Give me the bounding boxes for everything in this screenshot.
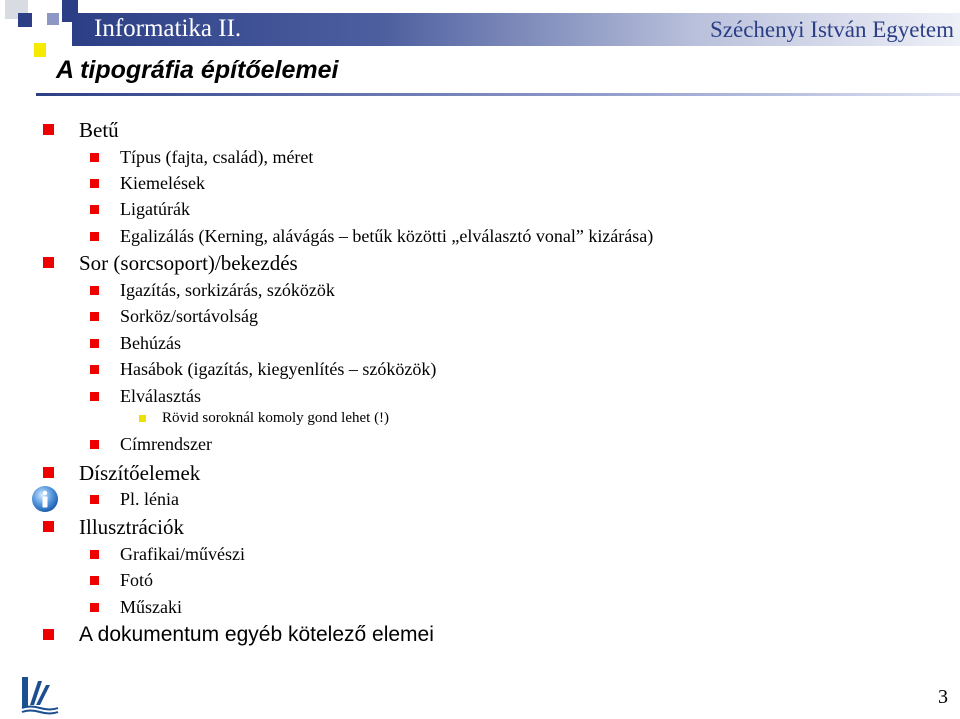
bullet-icon [90,179,99,188]
list-item: A dokumentum egyéb kötelező elemei [79,622,434,648]
bullet-icon [90,576,99,585]
bullet-icon [43,629,54,640]
list-item: Műszaki [120,596,182,618]
bullet-icon [90,392,99,401]
bullet-icon [43,467,54,478]
bullet-icon [90,153,99,162]
bullet-icon [90,365,99,374]
list-item: Ligatúrák [120,198,190,220]
university-logo-icon [20,675,60,715]
bullet-icon [90,232,99,241]
bullet-icon [90,205,99,214]
university-name: Széchenyi István Egyetem [710,17,954,42]
bullet-icon [90,339,99,348]
bullet-icon [43,521,54,532]
list-item: Pl. lénia [120,488,179,510]
list-item: Kiemelések [120,172,205,194]
list-item: Díszítőelemek [79,460,200,486]
list-item: Sorköz/sortávolság [120,305,258,327]
bullet-icon [90,286,99,295]
bullet-icon [43,257,54,268]
page-number: 3 [938,686,948,708]
list-item: Elválasztás [120,385,201,407]
list-item: Típus (fajta, család), méret [120,146,313,168]
bullet-icon [43,124,54,135]
list-item: Címrendszer [120,433,212,455]
list-item: Egalizálás (Kerning, alávágás – betűk közötti „elválasztó vonal” kizárása) [120,225,653,247]
course-title: Informatika II. [94,15,242,42]
list-item: Illusztrációk [79,514,184,540]
list-item: Fotó [120,569,153,591]
bullet-icon [90,440,99,449]
info-icon[interactable] [31,485,59,513]
list-item: Betű [79,117,119,143]
bullet-icon [139,415,146,422]
list-item: Behúzás [120,332,181,354]
list-item: Grafikai/művészi [120,543,245,565]
list-item: Sor (sorcsoport)/bekezdés [79,250,298,276]
bullet-icon [90,495,99,504]
list-item: Igazítás, sorkizárás, szóközök [120,279,335,301]
list-item: Rövid soroknál komoly gond lehet (!) [162,409,389,428]
bullet-icon [90,312,99,321]
list-item: Hasábok (igazítás, kiegyenlítés – szóközök) [120,358,436,380]
slide-title: A tipográfia építőelemei [56,56,339,84]
bullet-icon [90,603,99,612]
bullet-icon [90,550,99,559]
